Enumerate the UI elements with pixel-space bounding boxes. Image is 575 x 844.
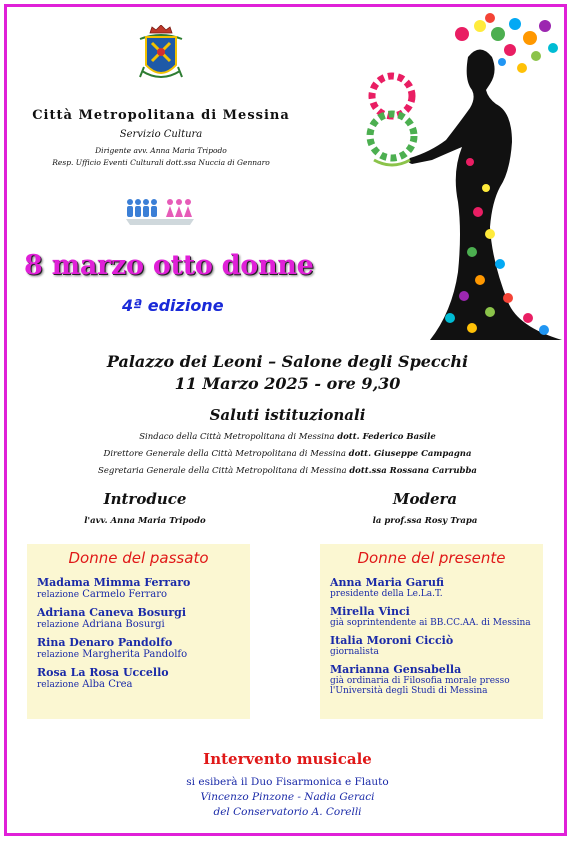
music-heading: Intervento musicale <box>203 750 372 768</box>
list-item: Italia Moroni Cicciò giornalista <box>330 634 454 657</box>
event-title: 8 marzo otto donne <box>24 250 314 281</box>
woman-silhouette-illustration <box>340 12 565 342</box>
list-item: Anna Maria Garufi presidente della Le.La.T. <box>330 576 445 599</box>
event-edition: 4ª edizione <box>122 296 224 315</box>
event-date: 11 Marzo 2025 - ore 9,30 <box>174 374 401 393</box>
event-venue: Palazzo dei Leoni – Salone degli Specchi <box>106 352 469 371</box>
people-icon <box>124 197 196 227</box>
introduce-name: l'avv. Anna Maria Tripodo <box>84 516 206 526</box>
list-item: Rosa La Rosa Uccello relazione Alba Crea <box>37 666 169 690</box>
past-box-title: Donne del passato <box>68 549 209 567</box>
modera-heading: Modera <box>392 490 458 508</box>
org-service: Servizio Cultura <box>119 129 203 140</box>
org-director: Dirigente avv. Anna Maria Tripodo <box>95 146 227 155</box>
music-performers: Vincenzo Pinzone - Nadia Geraci <box>200 791 375 803</box>
greeting-line: Segretaria Generale della Città Metropolitana di Messina dott.ssa Rossana Carrubba <box>98 466 477 476</box>
music-conservatory: del Conservatorio A. Corelli <box>213 806 362 818</box>
list-item: Rina Denaro Pandolfo relazione Margherita Pandolfo <box>37 636 188 660</box>
present-women-box <box>320 544 543 719</box>
greeting-line: Sindaco della Città Metropolitana di Messina dott. Federico Basile <box>139 432 436 442</box>
music-line: si esiberà il Duo Fisarmonica e Flauto <box>186 776 389 788</box>
past-women-box <box>27 544 250 719</box>
org-manager: Resp. Ufficio Eventi Culturali dott.ssa Nuccia di Gennaro <box>52 158 270 167</box>
coat-of-arms-icon <box>136 25 186 85</box>
greeting-line: Direttore Generale della Città Metropolitana di Messina dott. Giuseppe Campagna <box>103 449 472 459</box>
list-item: Mirella Vinci già soprintendente ai BB.CC.AA. di Messina <box>330 605 531 628</box>
org-title: Città Metropolitana di Messina <box>32 108 290 123</box>
list-item: Adriana Caneva Bosurgi relazione Adriana Bosurgi <box>37 606 186 630</box>
list-item: Madama Mimma Ferraro relazione Carmelo Ferraro <box>37 576 191 600</box>
introduce-heading: Introduce <box>103 490 187 508</box>
greetings-heading: Saluti istituzionali <box>209 406 366 424</box>
modera-name: la prof.ssa Rosy Trapa <box>372 516 478 526</box>
present-box-title: Donne del presente <box>357 549 506 567</box>
list-item: Marianna Gensabella già ordinaria di Filosofia morale presso l'Università degli Studi di Messina <box>330 663 510 696</box>
